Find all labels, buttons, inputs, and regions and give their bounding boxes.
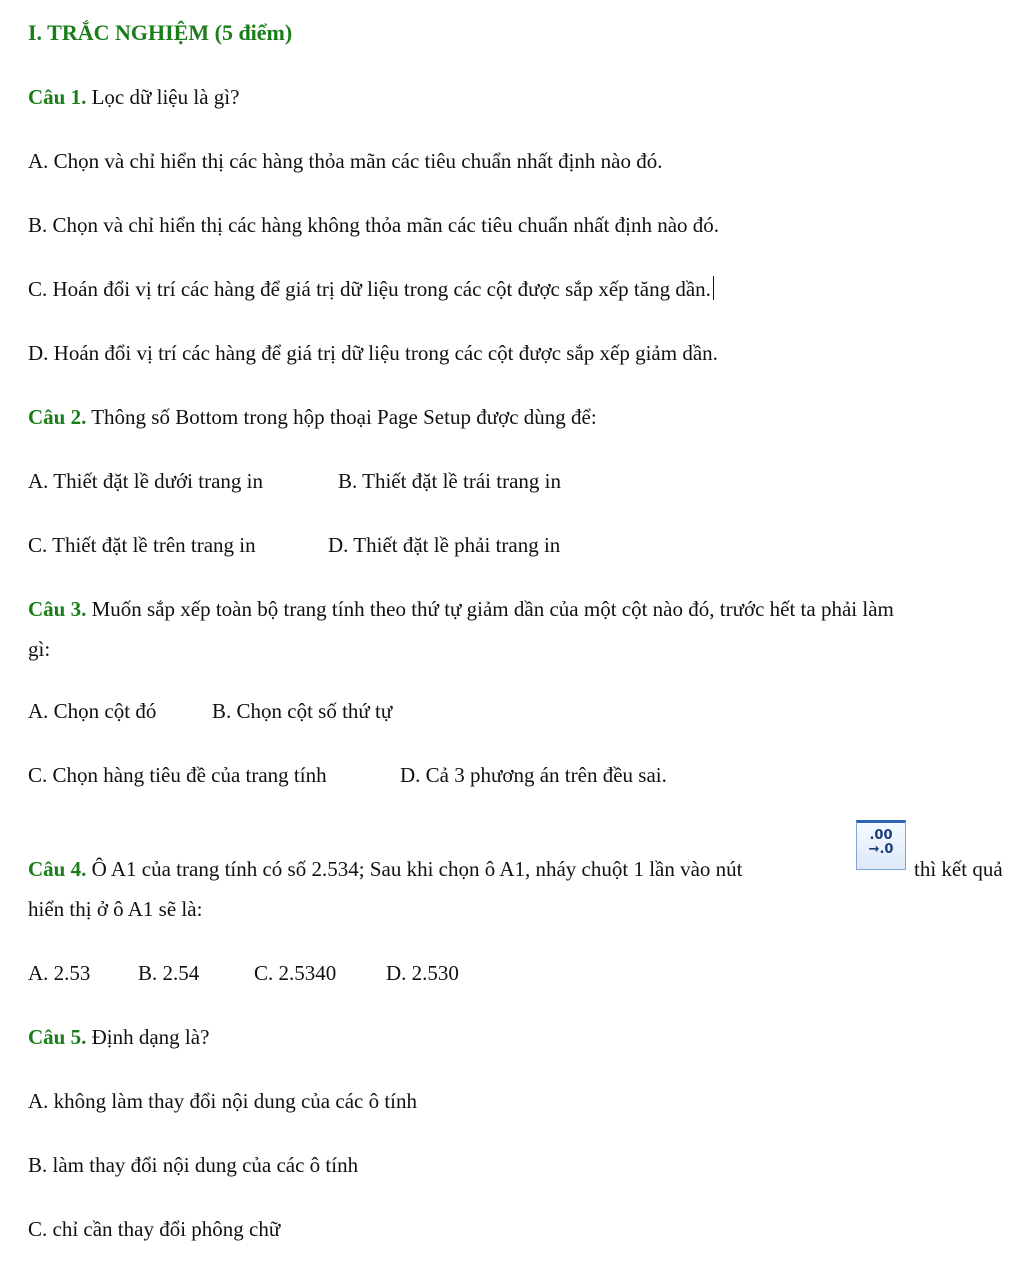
question-2-options-row-1 [28,468,561,494]
text-cursor [713,276,714,300]
question-4-options-row [28,960,459,986]
question-1-option-d: D. Hoán đổi vị trí các hàng để giá trị dữ liệu trong các cột được sắp xếp giảm dần. [28,341,718,365]
question-1-label: Câu 1. [28,85,87,109]
question-1-option-c: C. Hoán đổi vị trí các hàng để giá trị dữ liệu trong các cột được sắp xếp tăng dần. [28,277,711,301]
question-4-text-after-icon: thì kết quả [914,857,1003,881]
decrease-decimal-icon-bottom: →.0 [868,842,894,857]
question-1-option-b: B. Chọn và chỉ hiển thị các hàng không thỏa mãn các tiêu chuẩn nhất định nào đó. [28,213,720,237]
question-4-text: Ô A1 của trang tính có số 2.534; Sau khi chọn ô A1, nháy chuột 1 lần vào nút [86,857,743,881]
question-2-options-row-2 [28,532,560,558]
question-4-option-b: B. 2.54 [138,961,200,985]
question-2-label: Câu 2. [28,405,87,429]
question-4-option-d: D. 2.530 [386,961,459,985]
question-4 [28,856,743,882]
decrease-decimal-icon [856,820,906,870]
question-4-option-a: A. 2.53 [28,961,91,985]
question-5-option-c: C. chỉ cần thay đổi phông chữ [28,1217,281,1241]
question-4-label: Câu 4. [28,857,87,881]
question-4-text-continued: hiển thị ở ô A1 sẽ là: [28,897,203,921]
question-5-label: Câu 5. [28,1025,87,1049]
question-2-option-a: A. Thiết đặt lề dưới trang in [28,469,263,493]
section-title: I. TRẮC NGHIỆM (5 điểm) [28,20,293,45]
question-3-option-a: A. Chọn cột đó [28,699,157,723]
question-5 [28,1024,209,1050]
question-3-label: Câu 3. [28,597,87,621]
question-2 [28,404,597,430]
question-5-text: Định dạng là? [86,1025,210,1049]
question-3-options-row-2 [28,762,667,788]
question-1-option-c-line [28,276,714,302]
question-3-option-d: D. Cả 3 phương án trên đều sai. [400,763,667,787]
question-3-text: Muốn sắp xếp toàn bộ trang tính theo thứ tự giảm dần của một cột nào đó, trước hết ta phải làm [86,597,894,621]
question-3-text-continued: gì: [28,637,51,661]
question-4-option-c: C. 2.5340 [254,961,337,985]
decrease-decimal-icon-top: .00 [869,828,893,843]
question-1 [28,84,239,110]
question-1-option-a: A. Chọn và chỉ hiển thị các hàng thỏa mãn các tiêu chuẩn nhất định nào đó. [28,149,663,173]
question-2-option-d: D. Thiết đặt lề phải trang in [328,533,561,557]
question-2-text: Thông số Bottom trong hộp thoại Page Setup được dùng để: [86,405,597,429]
question-5-option-b: B. làm thay đổi nội dung của các ô tính [28,1153,359,1177]
question-2-option-b: B. Thiết đặt lề trái trang in [338,469,561,493]
question-5-option-a: A. không làm thay đổi nội dung của các ô tính [28,1089,418,1113]
question-3-option-c: C. Chọn hàng tiêu đề của trang tính [28,763,327,787]
question-3-option-b: B. Chọn cột số thứ tự [212,699,393,723]
question-2-option-c: C. Thiết đặt lề trên trang in [28,533,256,557]
question-1-text: Lọc dữ liệu là gì? [86,85,240,109]
question-3-options-row-1 [28,698,392,724]
question-3 [28,596,894,622]
